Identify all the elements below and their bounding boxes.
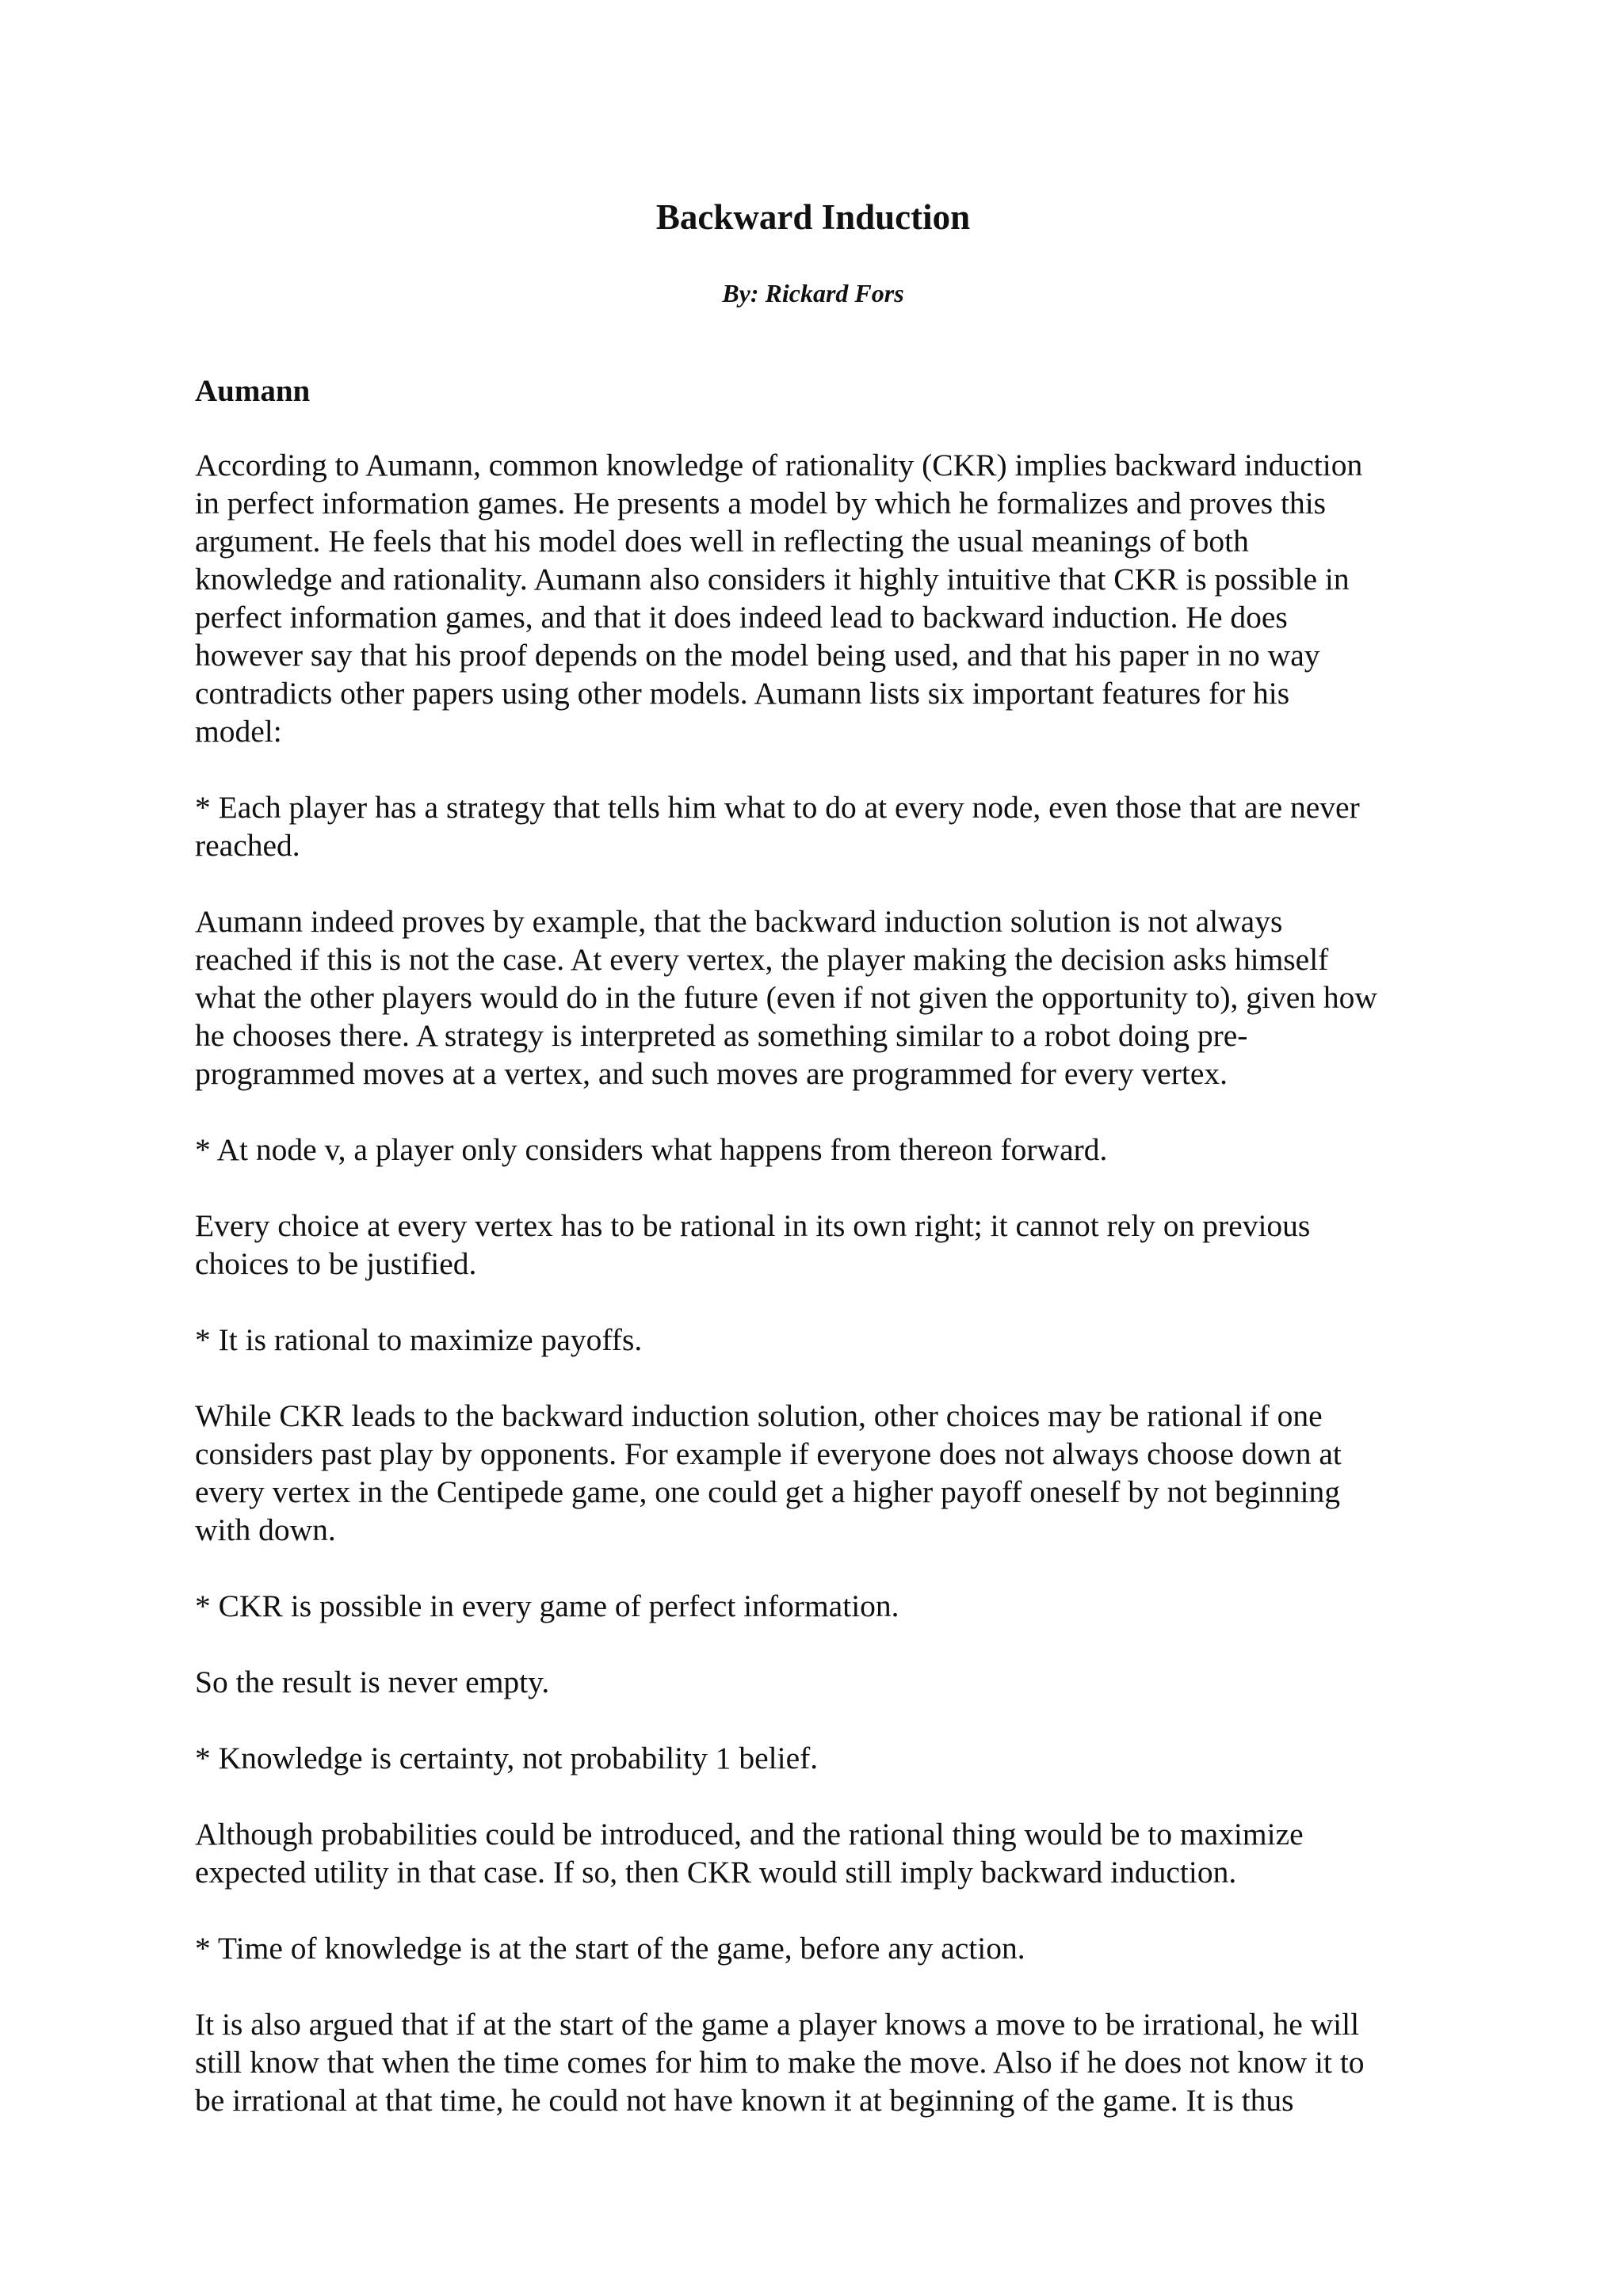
paragraph-line: * It is rational to maximize payoffs. (195, 1322, 643, 1357)
document-title: Backward Induction (655, 197, 971, 237)
paragraph-line: be irrational at that time, he could not have known it at beginning of the game. It is thus (195, 2083, 1294, 2118)
paragraph (195, 2005, 1463, 2119)
paragraph (195, 1587, 1463, 1625)
paragraph-line: with down. (195, 1512, 336, 1547)
paragraph-line: programmed moves at a vertex, and such moves are programmed for every vertex. (195, 1056, 1228, 1091)
paragraph (195, 1207, 1463, 1283)
paragraph-line: however say that his proof depends on the model being used, and that his paper in no way (195, 638, 1320, 673)
paragraph-line: perfect information games, and that it does indeed lead to backward induction. He does (195, 600, 1288, 635)
paragraph (195, 1397, 1463, 1549)
paragraph-line: reached. (195, 828, 300, 863)
paragraph (195, 788, 1463, 864)
author-byline: By: Rickard Fors (722, 279, 904, 307)
paragraph-line: knowledge and rationality. Aumann also considers it highly intuitive that CKR is possible in (195, 562, 1350, 597)
paragraph-line: model: (195, 714, 282, 749)
paragraph-line: While CKR leads to the backward induction solution, other choices may be rational if one (195, 1398, 1323, 1433)
paragraph-line: expected utility in that case. If so, then CKR would still imply backward induction. (195, 1855, 1237, 1890)
paragraph-line: every vertex in the Centipede game, one could get a higher payoff oneself by not beginning (195, 1474, 1340, 1509)
paragraph (195, 902, 1463, 1093)
paragraph-line: * Time of knowledge is at the start of the game, before any action. (195, 1931, 1025, 1966)
paragraph-line: argument. He feels that his model does well in reflecting the usual meanings of both (195, 524, 1249, 559)
paragraph-line: Every choice at every vertex has to be rational in its own right; it cannot rely on previous (195, 1208, 1311, 1243)
paragraph-line: still know that when the time comes for him to make the move. Also if he does not know it to (195, 2045, 1365, 2080)
paragraph-line: reached if this is not the case. At every vertex, the player making the decision asks himself (195, 942, 1329, 977)
paragraph-line: So the result is never empty. (195, 1665, 550, 1699)
paragraph-line: he chooses there. A strategy is interpreted as something similar to a robot doing pre- (195, 1018, 1248, 1053)
paragraph-line: * CKR is possible in every game of perfect information. (195, 1589, 899, 1623)
paragraph (195, 1815, 1463, 1891)
body-text (195, 446, 1463, 2157)
paragraph-line: * At node v, a player only considers what happens from thereon forward. (195, 1132, 1108, 1167)
paragraph (195, 1739, 1463, 1777)
paragraph-line: * Each player has a strategy that tells him what to do at every node, even those that are never (195, 790, 1360, 825)
paragraph-line: considers past play by opponents. For example if everyone does not always choose down at (195, 1436, 1342, 1471)
paragraph-line: * Knowledge is certainty, not probability 1 belief. (195, 1741, 819, 1775)
section-heading: Aumann (195, 374, 311, 408)
paragraph-line: choices to be justified. (195, 1246, 477, 1281)
paragraph-line: According to Aumann, common knowledge of rationality (CKR) implies backward induction (195, 448, 1363, 482)
paragraph (195, 1321, 1463, 1359)
paragraph-line: Aumann indeed proves by example, that the backward induction solution is not always (195, 904, 1283, 939)
paragraph (195, 1131, 1463, 1169)
paragraph-line: Although probabilities could be introduced, and the rational thing would be to maximize (195, 1817, 1304, 1852)
paragraph-line: It is also argued that if at the start of the game a player knows a move to be irrational, he will (195, 2007, 1360, 2042)
paragraph-line: contradicts other papers using other models. Aumann lists six important features for his (195, 676, 1290, 711)
paragraph-line: in perfect information games. He presents a model by which he formalizes and proves this (195, 486, 1327, 521)
paragraph (195, 446, 1463, 750)
paragraph (195, 1929, 1463, 1967)
paragraph (195, 1663, 1463, 1701)
paragraph-line: what the other players would do in the future (even if not given the opportunity to), given how (195, 980, 1377, 1015)
